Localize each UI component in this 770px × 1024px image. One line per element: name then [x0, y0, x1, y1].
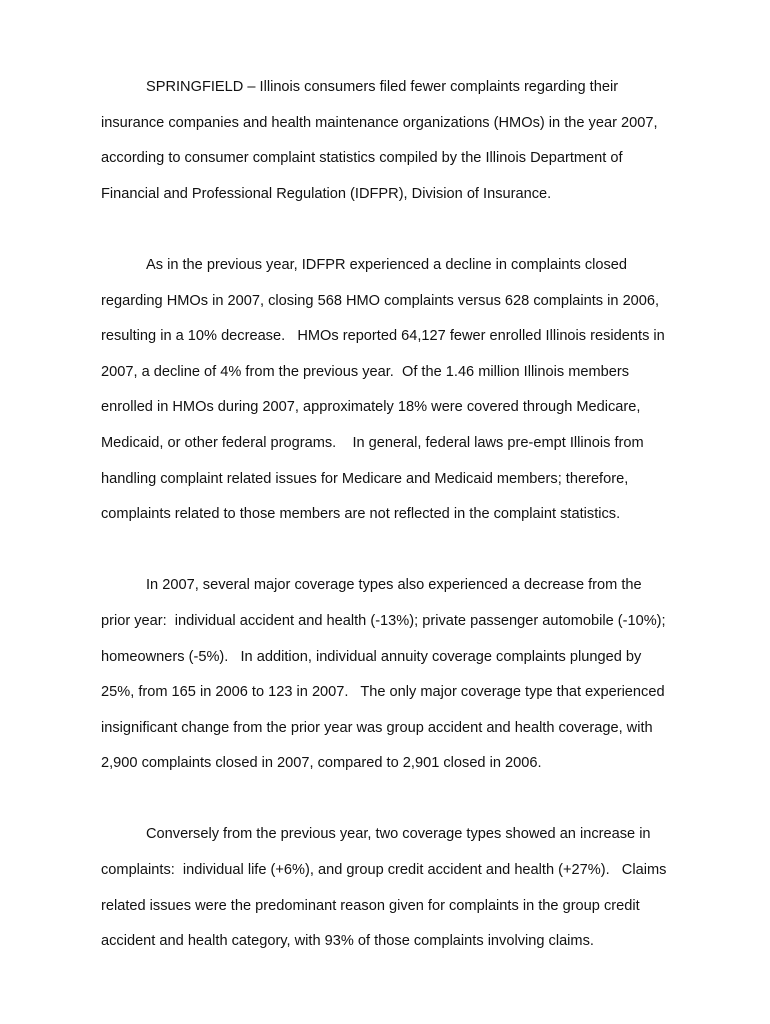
text-line: 2,900 complaints closed in 2007, compared to 2,901 closed in 2006. [101, 755, 542, 772]
text-line: regarding HMOs in 2007, closing 568 HMO complaints versus 628 complaints in 2006, [101, 292, 660, 309]
text-line: Financial and Professional Regulation (IDFPR), Division of Insurance. [101, 185, 552, 202]
text-line: Conversely from the previous year, two coverage types showed an increase in [146, 826, 651, 843]
text-line: according to consumer complaint statistics compiled by the Illinois Department of [101, 150, 623, 167]
text-line: As in the previous year, IDFPR experienced a decline in complaints closed [146, 256, 628, 273]
text-line: In 2007, several major coverage types also experienced a decrease from the [146, 577, 642, 594]
text-line: complaints: individual life (+6%), and group credit accident and health (+27%). Claims [101, 862, 667, 879]
text-line: accident and health category, with 93% of those complaints involving claims. [101, 933, 594, 950]
text-line: enrolled in HMOs during 2007, approximately 18% were covered through Medicare, [101, 399, 641, 416]
paragraph [101, 568, 701, 782]
text-line: related issues were the predominant reason given for complaints in the group credit [101, 897, 640, 914]
text-line: 25%, from 165 in 2006 to 123 in 2007. The only major coverage type that experienced [101, 684, 665, 701]
document-body [101, 70, 701, 995]
text-line: handling complaint related issues for Medicare and Medicaid members; therefore, [101, 470, 629, 487]
text-line: Medicaid, or other federal programs. In general, federal laws pre-empt Illinois from [101, 434, 644, 451]
text-line: prior year: individual accident and health (-13%); private passenger automobile (-10%); [101, 612, 666, 629]
text-line: resulting in a 10% decrease. HMOs reported 64,127 fewer enrolled Illinois residents in [101, 328, 665, 345]
text-line: insignificant change from the prior year was group accident and health coverage, with [101, 719, 653, 736]
text-line: homeowners (-5%). In addition, individual annuity coverage complaints plunged by [101, 648, 642, 665]
paragraph [101, 70, 701, 212]
text-line: complaints related to those members are not reflected in the complaint statistics. [101, 506, 621, 523]
text-line: SPRINGFIELD – Illinois consumers filed fewer complaints regarding their [146, 79, 619, 95]
paragraph [101, 817, 701, 959]
text-line: insurance companies and health maintenance organizations (HMOs) in the year 2007, [101, 114, 658, 131]
paragraph [101, 248, 701, 533]
text-line: 2007, a decline of 4% from the previous year. Of the 1.46 million Illinois members [101, 363, 630, 380]
